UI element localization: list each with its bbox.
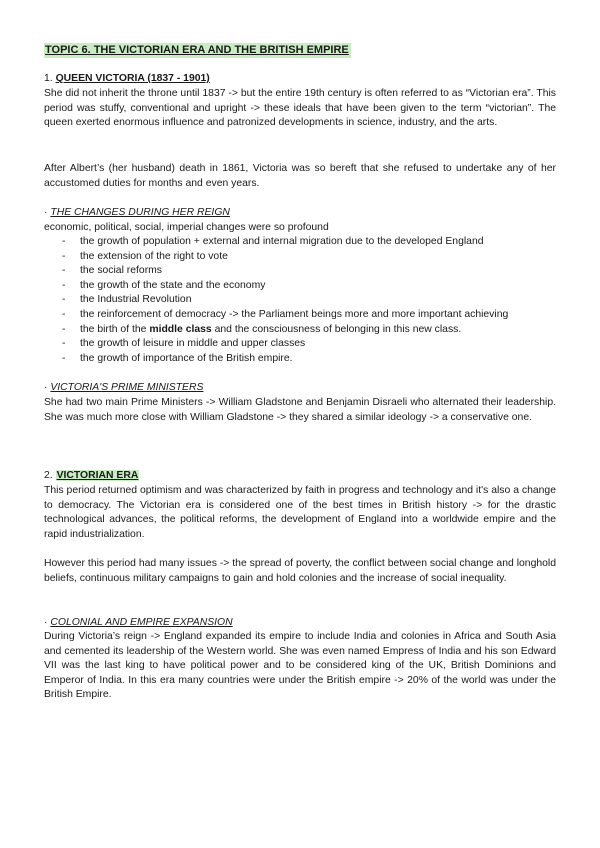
paragraph-era-intro: This period returned optimism and was characterized by faith in progress and technology and it's also a change to democracy. The Victorian era is considered one of the best times in British history -> for the drastic technological advances, the political reforms, the development of England into a worldwide empire and the rapid industrialization. [44, 485, 556, 540]
list-item: - the extension of the right to vote [62, 250, 228, 262]
paragraph-colonial: During Victoria’s reign -> England expanded its empire to include India and colonies in Africa and South Asia and cemented its leadership of the Western world. She was even named Empress of India and his son Edward VII was the last king to have political power and to be considered king of the UK, British Dominions and Emperor of India. In this era many countries were under the British empire -> 20% of the world was under the British Empire. [44, 631, 556, 701]
paragraph-albert-death: After Albert’s (her husband) death in 1861, Victoria was so bereft that she refused to undertake any of her accustomed duties for months and even years. [44, 163, 556, 189]
list-item: - the growth of importance of the British empire. [62, 352, 293, 364]
changes-list [44, 235, 556, 366]
subheading-prime-ministers [44, 381, 556, 396]
subheading-text: COLONIAL AND EMPIRE EXPANSION [50, 617, 233, 628]
paragraph-era-issues: However this period had many issues -> the spread of poverty, the conflict between social change and longhold beliefs, continuous military campaigns to gain and hold colonies and the increase of social inequality. [44, 558, 556, 584]
section-heading-victorian-era [44, 469, 556, 484]
paragraph-queen-intro: She did not inherit the throne until 1837 -> but the entire 19th century is often referred to as “Victorian era”. This period was stuffy, conventional and upright -> these ideals that have been given to the term “victorian”. The queen exerted enormous influence and patronized developments in science, industry, and the arts. [44, 88, 556, 129]
bullet-dot: · [44, 382, 48, 393]
bullet-dot: · [44, 207, 48, 218]
list-item: - the growth of population + external and internal migration due to the developed England [62, 236, 484, 247]
list-item: - the reinforcement of democracy -> the Parliament beings more and more important achieving [62, 308, 509, 320]
paragraph-prime-ministers: She had two main Prime Ministers -> William Gladstone and Benjamin Disraeli who alternated their leadership. She was much more close with William Gladstone -> they shared a similar ideology -> a conservative one. [44, 397, 556, 423]
section-number: 2. [44, 470, 53, 481]
list-item: - the Industrial Revolution [62, 294, 192, 306]
section-number: 1. [44, 73, 53, 84]
changes-intro: economic, political, social, imperial changes were so profound [44, 222, 329, 233]
subheading-text: THE CHANGES DURING HER REIGN [50, 207, 230, 218]
subheading-colonial [44, 616, 556, 631]
page-title: TOPIC 6. THE VICTORIAN ERA AND THE BRITISH EMPIRE [45, 44, 349, 56]
section-title: QUEEN VICTORIA (1837 - 1901) [55, 73, 210, 84]
list-item: - the birth of the middle class and the consciousness of belonging in this new class. [62, 323, 462, 335]
subheading-changes [44, 206, 556, 221]
list-item: - the social reforms [62, 265, 162, 277]
list-item: - the growth of the state and the economy [62, 279, 266, 291]
bullet-dot: · [44, 617, 48, 628]
list-item: - the growth of leisure in middle and upper classes [62, 338, 306, 350]
subheading-text: VICTORIA'S PRIME MINISTERS [50, 382, 204, 393]
section-heading-queen-victoria [44, 72, 556, 87]
section-title: VICTORIAN ERA [56, 470, 139, 481]
middle-class-bold: middle class [149, 323, 212, 335]
